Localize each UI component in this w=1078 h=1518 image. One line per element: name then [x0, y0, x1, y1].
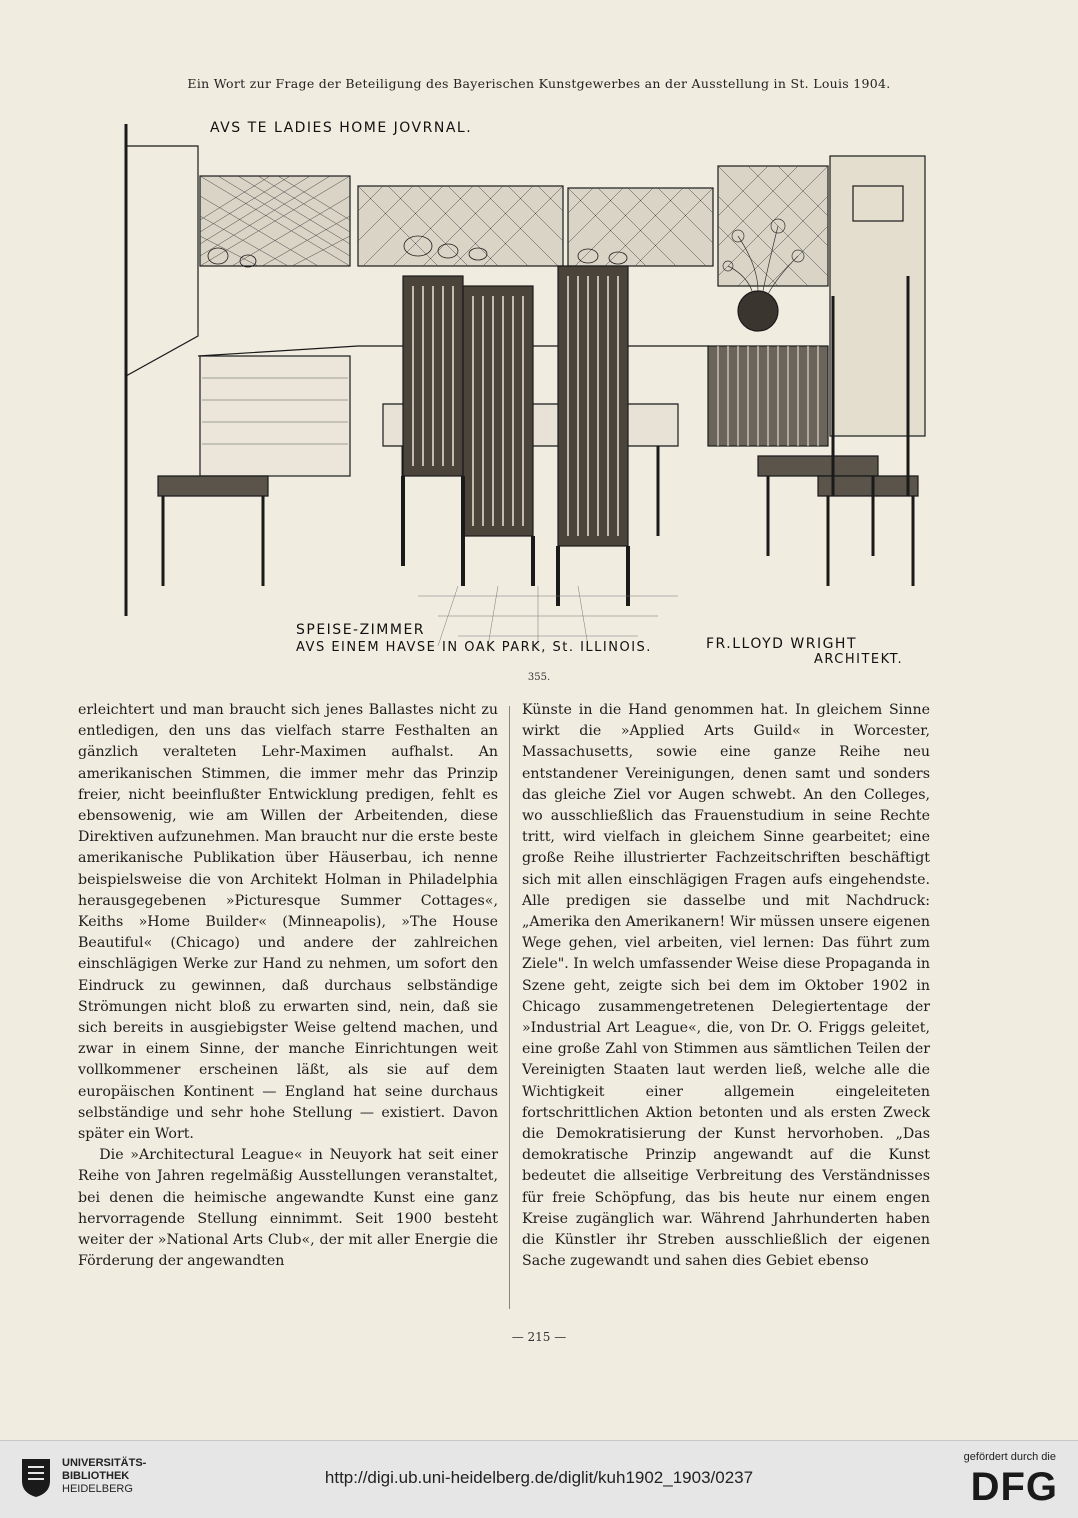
permalink-url[interactable]: http://digi.ub.uni-heidelberg.de/diglit/kuh1902_1903/0237 — [324, 1468, 754, 1487]
left-column — [78, 700, 498, 1272]
library-name: UNIVERSITÄTS- BIBLIOTHEK HEIDELBERG — [62, 1457, 147, 1495]
dfg-logo[interactable]: DFG — [970, 1465, 1058, 1509]
funding-text: gefördert durch die — [963, 1451, 1056, 1463]
dining-room-illustration — [118, 116, 933, 672]
caption-title: SPEISE-ZIMMER — [296, 622, 426, 638]
right-column — [522, 700, 930, 1272]
source-label: AVS TE LADIES HOME JOVRNAL. — [210, 120, 473, 136]
plate-number: 355. — [527, 672, 551, 683]
illustration-drawing — [118, 116, 933, 672]
right-paragraph: Künste in die Hand genommen hat. In gleichem Sinne wirkt die »Applied Arts Guild« in Worcester, Massachusetts, sowie eine ganze Reihe neu entstandener Vereinigungen, denen samt und sonders das gleiche Ziel vor Augen schwebt. An den Colleges, wo ausschließlich das Frauenstudium in seine Rechte tritt, wird vielfach in gleichem Sinne gearbeitet; eine große Reihe illustrierter Fachzeitschriften beschäftigt sich mit allen einschlägigen Fragen aufs eingehendste. Alle predigen sie dasselbe und mit Nachdruck: „Amerika den Amerikanern! Wir müssen unsere eigenen Wege gehen, viel arbeiten, viel lernen: Das führt zum Ziele". In welch umfassender Weise diese Propaganda in Szene geht, zeigte sich bei dem im Oktober 1902 in Chicago zusammengetretenen Delegiertentage der »Industrial Art League«, die, von Dr. O. Friggs geleitet, eine große Zahl von Stimmen aus sämtlichen Teilen der Vereinigten Staaten laut werden ließ, welche alle die Wichtigkeit einer allgemein eingeleiteten fortschrittlichen Aktion betonten und als ersten Zweck die Demokratisierung der Kunst hervorhoben. „Das demokratische Prinzip angewandt auf die Kunst bedeutet die allseitige Verbreitung des Verständnisses für freie Schöpfung, das bis heute nur einem engen Kreise zugänglich war. Während Jahrhunderten haben die Künstler ihr Streben ausschließlich der eigenen Sache zugewandt und sahen dies Gebiet ebenso — [522, 702, 930, 1270]
running-title: Ein Wort zur Frage der Beteiligung des Bayerischen Kunstgewerbes an der Ausstellung in St. Louis 1904. — [187, 76, 891, 91]
left-paragraph-2: Die »Architectural League« in Neuyork hat seit einer Reihe von Jahren regelmäßig Ausstellungen veranstaltet, bei denen die heimische angewandte Kunst eine ganz hervorragende Stellung einnimmt. Seit 1900 besteht weiter der »National Arts Club«, der mit aller Energie die Förderung der angewandten — [78, 1147, 498, 1270]
architect-title: ARCHITEKT. — [814, 652, 904, 667]
left-paragraph-1: erleichtert und man braucht sich jenes Ballastes nicht zu entledigen, den uns das vielfach starre Festhalten an gänzlich veralteten Lehr-Maximen aufhalst. An amerikanischen Stimmen, die immer mehr das Prinzip freier, nicht beeinflußter Entwicklung predigen, fehlt es ebensowenig, wie am Willen der Arbeitenden, diese Direktiven aufzunehmen. Man braucht nur die erste beste amerikanische Publikation über Häuserbau, ich nenne beispielsweise die von Architekt Holman in Philadelphia herausgegebenen »Picturesque Summer Cottages«, Keiths »Home Builder« (Minneapolis), »The House Beautiful« (Chicago) und andere der zahlreichen einschlägigen Werke zur Hand zu nehmen, um sofort den Eindruck zu gewinnen, daß durchaus selbständige Strömungen nicht bloß zu erwarten sind, nein, daß sie sich bereits in ausgiebigster Weise geltend machen, und zwar in einem Sinne, der manche Einrichtungen weit vollkommener erscheinen läßt, als sie auf dem europäischen Kontinent — England hat seine durchaus selbständige und sehr hohe Stellung — existiert. Davon später ein Wort. — [78, 702, 498, 1143]
viewer-footer — [0, 1440, 1078, 1518]
page-number: — 215 — — [511, 1330, 567, 1344]
caption-location: AVS EINEM HAVSE IN OAK PARK, St. ILLINOIS. — [296, 640, 652, 655]
column-divider — [509, 706, 510, 1309]
architect-name: FR.LLOYD WRIGHT — [706, 636, 857, 652]
